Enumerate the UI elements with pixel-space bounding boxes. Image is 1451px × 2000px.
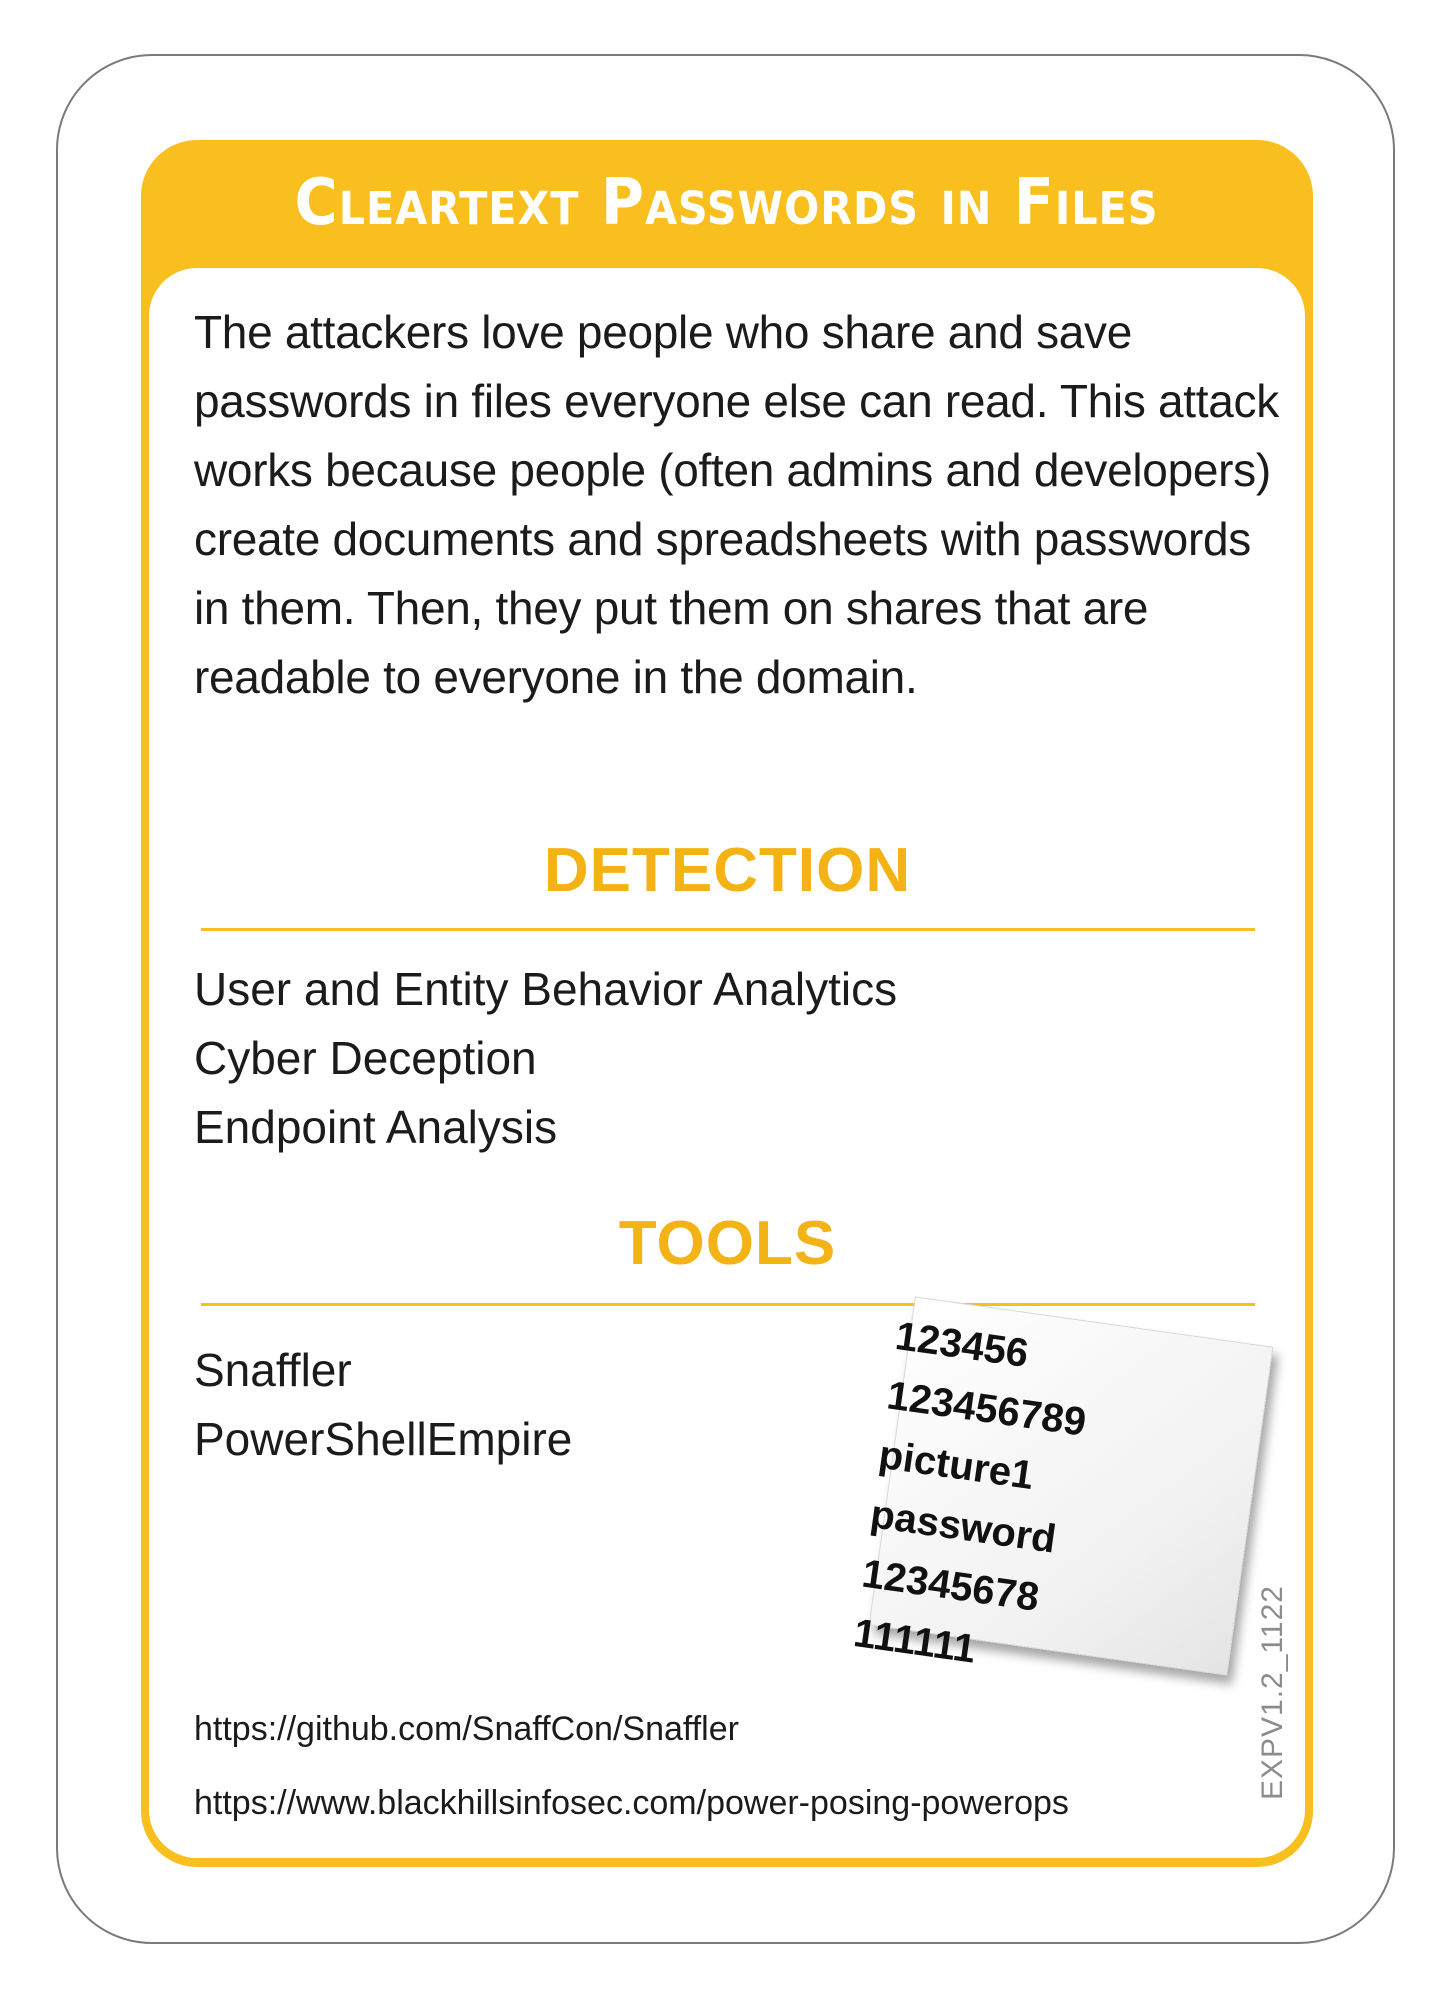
card-description: The attackers love people who share and save passwords in files everyone else can read. This attack works because people (often admins and developers) create documents and spreadsheets with passwords in them. Then, they put them on shares that are readable to everyone in the domain.	[194, 306, 1279, 703]
note-password: 12345678	[859, 1551, 1042, 1620]
note-password: 111111	[851, 1611, 979, 1672]
snaffler-link[interactable]: https://github.com/SnaffCon/Snaffler	[194, 1710, 739, 1748]
tool-item: Snaffler	[194, 1344, 352, 1396]
tools-heading: TOOLS	[618, 1209, 837, 1278]
password-note-image	[851, 1300, 1230, 1672]
note-password: picture1	[876, 1432, 1037, 1498]
detection-heading: DETECTION	[543, 836, 912, 905]
detection-item: User and Entity Behavior Analytics	[194, 963, 898, 1015]
card-title: Cleartext Passwords in Files	[295, 165, 1159, 240]
note-password: password	[867, 1492, 1059, 1562]
detection-list	[194, 955, 897, 1162]
title-bar	[141, 140, 1313, 265]
detection-item: Cyber Deception	[194, 1032, 537, 1084]
detection-item: Endpoint Analysis	[194, 1101, 558, 1153]
version-code: EXPV1.2_1122	[1256, 1585, 1289, 1800]
tools-list	[194, 1336, 572, 1474]
note-password: 123456	[892, 1313, 1032, 1377]
detection-divider	[201, 928, 1255, 931]
tool-item: PowerShellEmpire	[194, 1413, 573, 1465]
blackhills-link[interactable]: https://www.blackhillsinfosec.com/power-posing-powerops	[194, 1784, 1069, 1822]
note-password: 123456789	[884, 1373, 1089, 1445]
